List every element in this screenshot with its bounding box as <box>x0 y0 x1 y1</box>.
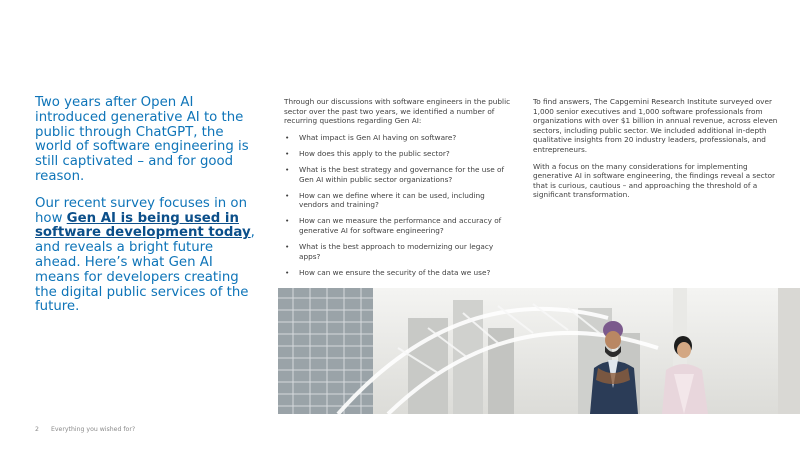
bullet-icon: • <box>285 164 290 174</box>
survey-link[interactable]: Gen AI is being used in software development today <box>35 210 251 241</box>
bullet-icon: • <box>285 216 290 226</box>
hero-photo <box>278 288 800 414</box>
office-people-illustration <box>278 288 800 414</box>
question-text: How does this apply to the public sector? <box>299 148 450 158</box>
question-text: How can we measure the performance and accuracy of generative AI for software engineering? <box>299 216 502 235</box>
list-item <box>284 165 516 184</box>
list-item <box>284 149 516 159</box>
list-item <box>284 268 516 278</box>
list-item <box>284 133 516 143</box>
findings-paragraph-1: To find answers, The Capgemini Research Institute surveyed over 1,000 senior executives and 1,000 software professionals from organizations with over $1 billion in annual revenue, across eleven sectors, including public sector. We included additional in-depth qualitative insights from 20 industry leaders, professionals, and entrepreneurs. <box>533 97 778 154</box>
list-item <box>284 191 516 210</box>
lead-paragraph-2 <box>35 197 260 315</box>
findings-column <box>533 97 785 207</box>
lead-text-block <box>35 96 260 327</box>
bullet-icon: • <box>285 148 290 158</box>
questions-column <box>284 97 516 284</box>
footer-title: Everything you wished for? <box>50 426 136 433</box>
bullet-icon: • <box>285 242 290 252</box>
page-footer <box>35 426 135 433</box>
bullet-icon: • <box>285 190 290 200</box>
lead-paragraph-2-end: , and reveals a bright future ahead. Here’s what Gen AI means for developers creating the digital public services of the future. <box>35 225 255 315</box>
question-text: How can we define where it can be used, including vendors and training? <box>299 190 485 210</box>
lead-paragraph-2-start: Our recent survey focuses in on how <box>35 195 247 226</box>
page-number: 2 <box>35 426 39 433</box>
list-item <box>284 216 516 235</box>
question-text: What impact is Gen AI having on software? <box>299 132 457 142</box>
bullet-icon: • <box>285 132 290 142</box>
questions-intro: Through our discussions with software engineers in the public sector over the past two years, we identified a number of recurring questions regarding Gen AI: <box>284 97 511 126</box>
question-text: How can we ensure the security of the data we use? <box>299 267 491 277</box>
list-item <box>284 242 516 261</box>
question-text: What is the best strategy and governance for the use of Gen AI within public sector organizations? <box>299 164 505 184</box>
lead-paragraph-1: Two years after Open AI introduced generative AI to the public through ChatGPT, the world of software engineering is still captivated – and for good reason. <box>35 95 249 184</box>
bullet-icon: • <box>285 267 290 277</box>
questions-list <box>284 133 516 278</box>
findings-paragraph-2: With a focus on the many considerations for implementing generative AI in software engineering, the findings reveal a sector that is curious, cautious – and approaching the threshold of a significant transformation. <box>533 161 776 200</box>
question-text: What is the best approach to modernizing our legacy apps? <box>299 242 494 261</box>
